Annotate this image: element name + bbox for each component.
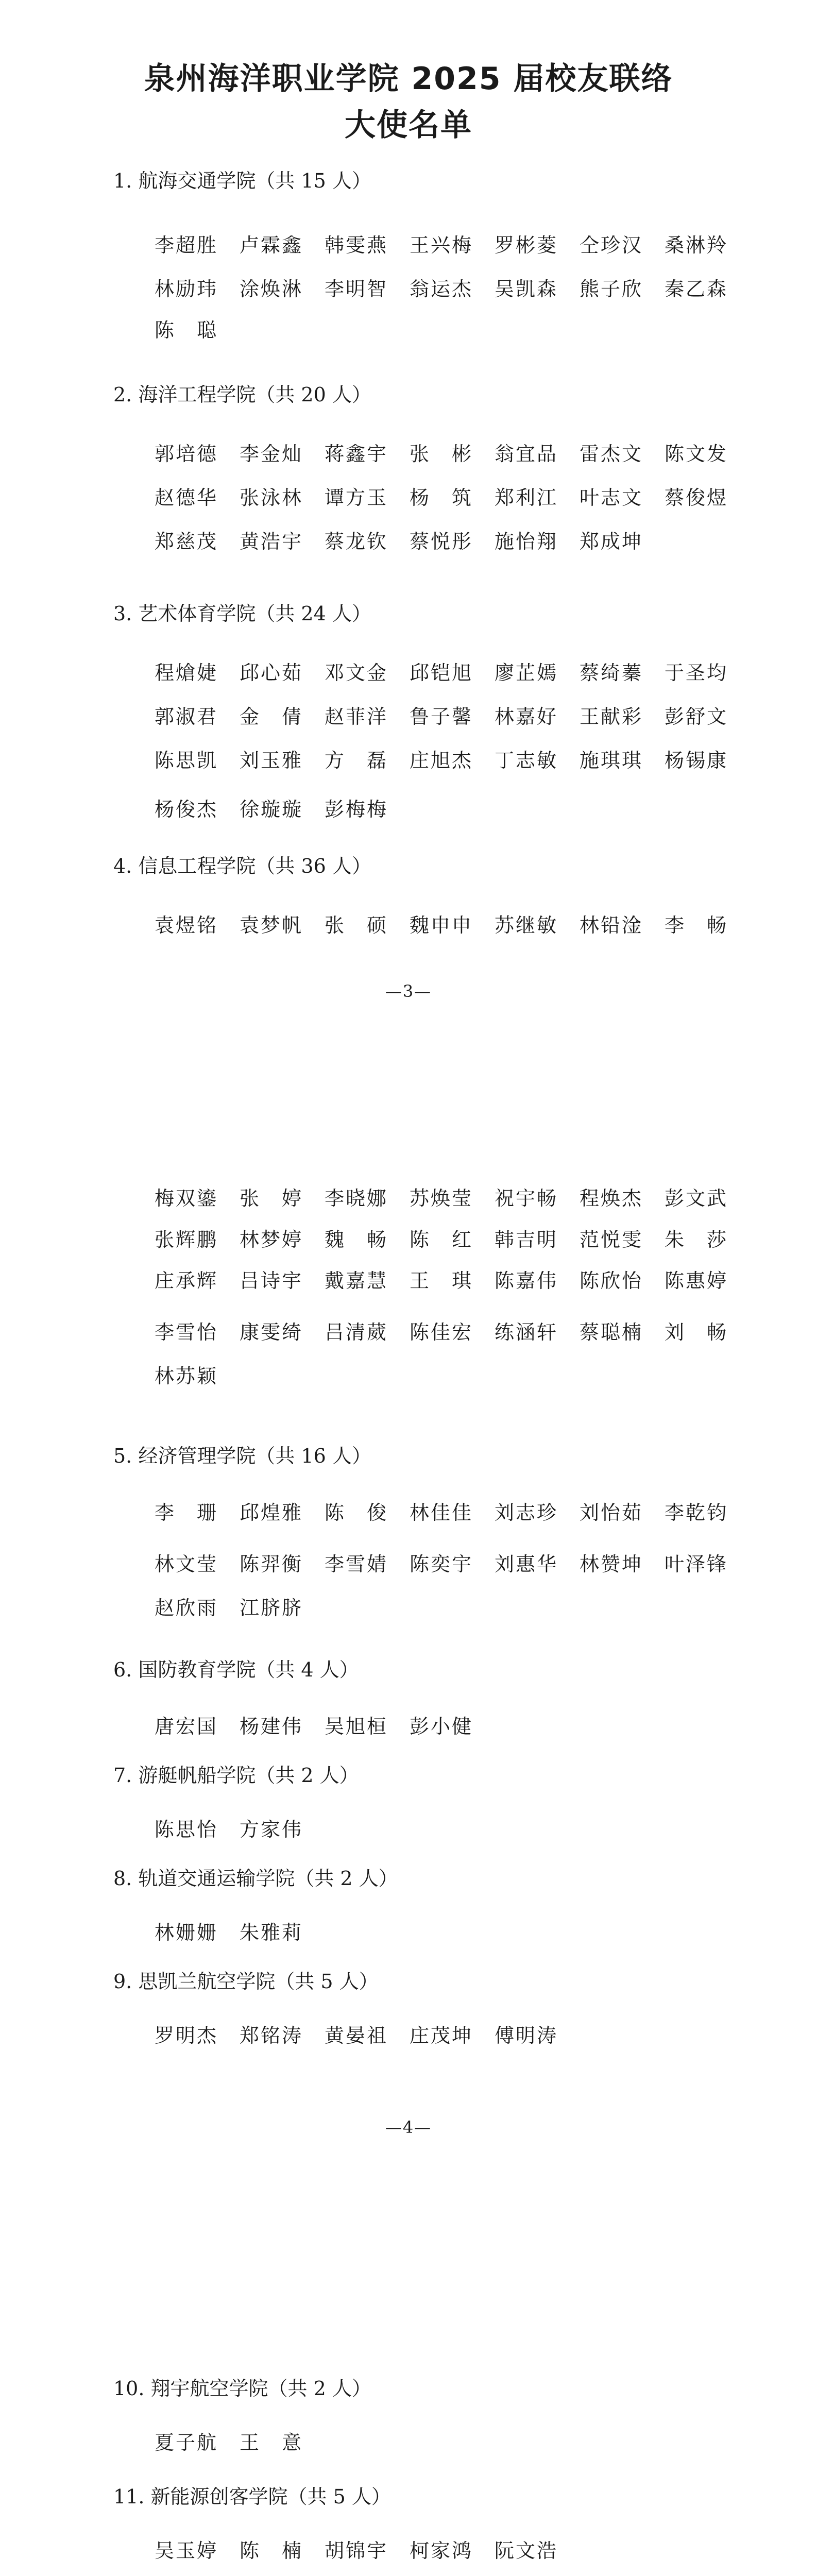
person-name: 于圣均 bbox=[665, 662, 728, 684]
name-row bbox=[155, 909, 750, 938]
section-heading: 8. 轨道交通运输学院（共 2 人） bbox=[113, 1867, 398, 1890]
person-name: 黄晏祖 bbox=[325, 2024, 388, 2047]
section-heading: 10. 翔宇航空学院（共 2 人） bbox=[113, 2377, 371, 2400]
person-name: 庄旭杰 bbox=[410, 749, 473, 772]
person-name: 戴嘉慧 bbox=[325, 1269, 388, 1292]
person-name: 罗明杰 bbox=[155, 2024, 218, 2047]
person-name: 陈思怡 bbox=[155, 1818, 218, 1841]
person-name: 邱心茹 bbox=[240, 662, 303, 684]
person-name: 袁梦帆 bbox=[240, 914, 303, 937]
person-name: 涂焕淋 bbox=[240, 278, 303, 300]
person-name: 林梦婷 bbox=[240, 1228, 303, 1251]
name-row bbox=[155, 1548, 750, 1577]
name-row bbox=[155, 273, 750, 302]
person-name: 朱雅莉 bbox=[240, 1921, 303, 1944]
section-heading: 2. 海洋工程学院（共 20 人） bbox=[113, 383, 371, 406]
person-name: 陈羿衡 bbox=[240, 1553, 303, 1575]
person-name: 康雯绮 bbox=[240, 1321, 303, 1344]
name-row bbox=[155, 438, 750, 467]
person-name: 邓文金 bbox=[325, 662, 388, 684]
person-name: 陈 楠 bbox=[240, 2539, 303, 2562]
person-name: 蔡悦彤 bbox=[410, 530, 473, 553]
person-name: 柯家鸿 bbox=[410, 2539, 473, 2562]
person-name: 林嘉好 bbox=[495, 705, 558, 728]
name-row bbox=[155, 1710, 495, 1739]
name-row bbox=[155, 1360, 240, 1389]
person-name: 梅双鎏 bbox=[155, 1187, 218, 1210]
person-name: 陈 红 bbox=[410, 1228, 473, 1251]
person-name: 蔡聪楠 bbox=[580, 1321, 643, 1344]
person-name: 祝宇畅 bbox=[495, 1187, 558, 1210]
person-name: 胡锦宇 bbox=[325, 2539, 388, 2562]
person-name: 仝珍汉 bbox=[580, 234, 643, 257]
person-name: 张泳林 bbox=[240, 486, 303, 509]
person-name: 张 婷 bbox=[240, 1187, 303, 1210]
person-name: 李 畅 bbox=[665, 914, 728, 937]
person-name: 林文莹 bbox=[155, 1553, 218, 1575]
person-name: 刘惠华 bbox=[495, 1553, 558, 1575]
section-heading: 4. 信息工程学院（共 36 人） bbox=[113, 855, 371, 877]
section-heading: 1. 航海交通学院（共 15 人） bbox=[113, 170, 371, 192]
person-name: 魏 畅 bbox=[325, 1228, 388, 1251]
name-row bbox=[155, 2535, 580, 2564]
person-name: 刘玉雅 bbox=[240, 749, 303, 772]
person-name: 程焕杰 bbox=[580, 1187, 643, 1210]
person-name: 郭培德 bbox=[155, 443, 218, 465]
name-row bbox=[155, 229, 750, 258]
person-name: 彭文武 bbox=[665, 1187, 728, 1210]
person-name: 黄浩宇 bbox=[240, 530, 303, 553]
person-name: 杨 筑 bbox=[410, 486, 473, 509]
page-number-4: —4— bbox=[385, 2117, 432, 2137]
person-name: 彭舒文 bbox=[665, 705, 728, 728]
person-name: 雷杰文 bbox=[580, 443, 643, 465]
person-name: 陈思凯 bbox=[155, 749, 218, 772]
person-name: 刘 畅 bbox=[665, 1321, 728, 1344]
person-name: 李金灿 bbox=[240, 443, 303, 465]
person-name: 陈欣怡 bbox=[580, 1269, 643, 1292]
person-name: 陈文发 bbox=[665, 443, 728, 465]
person-name: 赵德华 bbox=[155, 486, 218, 509]
person-name: 夏子航 bbox=[155, 2431, 218, 2454]
person-name: 吕诗宇 bbox=[240, 1269, 303, 1292]
section-heading: 9. 思凯兰航空学院（共 5 人） bbox=[113, 1970, 379, 1993]
person-name: 王献彩 bbox=[580, 705, 643, 728]
name-row bbox=[155, 1814, 325, 1842]
person-name: 邱铠旭 bbox=[410, 662, 473, 684]
section-heading: 5. 经济管理学院（共 16 人） bbox=[113, 1445, 371, 1467]
person-name: 施怡翔 bbox=[495, 530, 558, 553]
person-name: 金 倩 bbox=[240, 705, 303, 728]
person-name: 韩雯燕 bbox=[325, 234, 388, 257]
name-row bbox=[155, 1917, 325, 1945]
person-name: 邱煌雅 bbox=[240, 1501, 303, 1524]
section-heading: 6. 国防教育学院（共 4 人） bbox=[113, 1658, 359, 1681]
name-row bbox=[155, 1265, 750, 1294]
person-name: 陈 俊 bbox=[325, 1501, 388, 1524]
section-heading: 7. 游艇帆船学院（共 2 人） bbox=[113, 1764, 359, 1787]
person-name: 林铅淦 bbox=[580, 914, 643, 937]
name-row bbox=[155, 1497, 750, 1526]
person-name: 蔡龙钦 bbox=[325, 530, 388, 553]
person-name: 吕清葳 bbox=[325, 1321, 388, 1344]
name-row bbox=[155, 1316, 750, 1345]
document-title-line1: 泉州海洋职业学院 2025 届校友联络 bbox=[144, 61, 673, 97]
person-name: 熊子欣 bbox=[580, 278, 643, 300]
person-name: 蒋鑫宇 bbox=[325, 443, 388, 465]
person-name: 江脐脐 bbox=[240, 1597, 303, 1619]
person-name: 丁志敏 bbox=[495, 749, 558, 772]
person-name: 王 琪 bbox=[410, 1269, 473, 1292]
person-name: 赵菲洋 bbox=[325, 705, 388, 728]
person-name: 苏焕莹 bbox=[410, 1187, 473, 1210]
person-name: 李晓娜 bbox=[325, 1187, 388, 1210]
person-name: 吴旭桓 bbox=[325, 1715, 388, 1738]
person-name: 杨锡康 bbox=[665, 749, 728, 772]
person-name: 唐宏国 bbox=[155, 1715, 218, 1738]
person-name: 林姗姗 bbox=[155, 1921, 218, 1944]
name-row bbox=[155, 2020, 580, 2048]
person-name: 卢霖鑫 bbox=[240, 234, 303, 257]
person-name: 庄承辉 bbox=[155, 1269, 218, 1292]
person-name: 张 硕 bbox=[325, 914, 388, 937]
person-name: 彭梅梅 bbox=[325, 798, 388, 821]
name-row bbox=[155, 1224, 750, 1252]
person-name: 陈惠婷 bbox=[665, 1269, 728, 1292]
person-name: 李明智 bbox=[325, 278, 388, 300]
person-name: 郭淑君 bbox=[155, 705, 218, 728]
person-name: 翁运杰 bbox=[410, 278, 473, 300]
person-name: 桑淋羚 bbox=[665, 234, 728, 257]
person-name: 林励玮 bbox=[155, 278, 218, 300]
person-name: 郑成坤 bbox=[580, 530, 643, 553]
person-name: 魏申申 bbox=[410, 914, 473, 937]
name-row bbox=[155, 482, 750, 511]
person-name: 李 珊 bbox=[155, 1501, 218, 1524]
person-name: 林佳佳 bbox=[410, 1501, 473, 1524]
name-row bbox=[155, 744, 750, 773]
person-name: 施琪琪 bbox=[580, 749, 643, 772]
document-title-line2: 大使名单 bbox=[345, 107, 472, 143]
person-name: 陈佳宏 bbox=[410, 1321, 473, 1344]
person-name: 郑利江 bbox=[495, 486, 558, 509]
person-name: 张辉鹏 bbox=[155, 1228, 218, 1251]
person-name: 秦乙森 bbox=[665, 278, 728, 300]
person-name: 程熗婕 bbox=[155, 662, 218, 684]
name-row bbox=[155, 657, 750, 686]
person-name: 林赞坤 bbox=[580, 1553, 643, 1575]
person-name: 王兴梅 bbox=[410, 234, 473, 257]
person-name: 朱 莎 bbox=[665, 1228, 728, 1251]
person-name: 李雪婧 bbox=[325, 1553, 388, 1575]
person-name: 吴玉婷 bbox=[155, 2539, 218, 2562]
name-row bbox=[155, 793, 410, 822]
person-name: 庄茂坤 bbox=[410, 2024, 473, 2047]
person-name: 阮文浩 bbox=[495, 2539, 558, 2562]
person-name: 林苏颖 bbox=[155, 1365, 218, 1387]
person-name: 袁煜铭 bbox=[155, 914, 218, 937]
section-heading: 11. 新能源创客学院（共 5 人） bbox=[113, 2485, 391, 2508]
person-name: 郑铭涛 bbox=[240, 2024, 303, 2047]
person-name: 范悦雯 bbox=[580, 1228, 643, 1251]
person-name: 王 意 bbox=[240, 2431, 303, 2454]
person-name: 李雪怡 bbox=[155, 1321, 218, 1344]
person-name: 苏继敏 bbox=[495, 914, 558, 937]
person-name: 陈 聪 bbox=[155, 319, 218, 342]
person-name: 陈嘉伟 bbox=[495, 1269, 558, 1292]
person-name: 徐璇璇 bbox=[240, 798, 303, 821]
name-row bbox=[155, 314, 240, 343]
person-name: 叶泽锋 bbox=[665, 1553, 728, 1575]
person-name: 翁宜品 bbox=[495, 443, 558, 465]
person-name: 谭方玉 bbox=[325, 486, 388, 509]
person-name: 罗彬菱 bbox=[495, 234, 558, 257]
person-name: 李超胜 bbox=[155, 234, 218, 257]
section-heading: 3. 艺术体育学院（共 24 人） bbox=[113, 602, 371, 625]
person-name: 方 磊 bbox=[325, 749, 388, 772]
person-name: 彭小健 bbox=[410, 1715, 473, 1738]
person-name: 郑慈茂 bbox=[155, 530, 218, 553]
person-name: 杨俊杰 bbox=[155, 798, 218, 821]
name-row bbox=[155, 2427, 325, 2455]
person-name: 刘志珍 bbox=[495, 1501, 558, 1524]
person-name: 傅明涛 bbox=[495, 2024, 558, 2047]
person-name: 练涵轩 bbox=[495, 1321, 558, 1344]
person-name: 蔡绮蓁 bbox=[580, 662, 643, 684]
person-name: 赵欣雨 bbox=[155, 1597, 218, 1619]
name-row bbox=[155, 1182, 750, 1211]
person-name: 李乾钧 bbox=[665, 1501, 728, 1524]
person-name: 叶志文 bbox=[580, 486, 643, 509]
person-name: 陈奕宇 bbox=[410, 1553, 473, 1575]
person-name: 鲁子馨 bbox=[410, 705, 473, 728]
person-name: 杨建伟 bbox=[240, 1715, 303, 1738]
name-row bbox=[155, 1592, 325, 1621]
person-name: 张 彬 bbox=[410, 443, 473, 465]
person-name: 刘怡茹 bbox=[580, 1501, 643, 1524]
person-name: 蔡俊煜 bbox=[665, 486, 728, 509]
person-name: 吴凯森 bbox=[495, 278, 558, 300]
name-row bbox=[155, 701, 750, 730]
person-name: 廖芷嫣 bbox=[495, 662, 558, 684]
person-name: 方家伟 bbox=[240, 1818, 303, 1841]
page-number-3: —3— bbox=[385, 981, 432, 1001]
person-name: 韩吉明 bbox=[495, 1228, 558, 1251]
name-row bbox=[155, 526, 665, 554]
